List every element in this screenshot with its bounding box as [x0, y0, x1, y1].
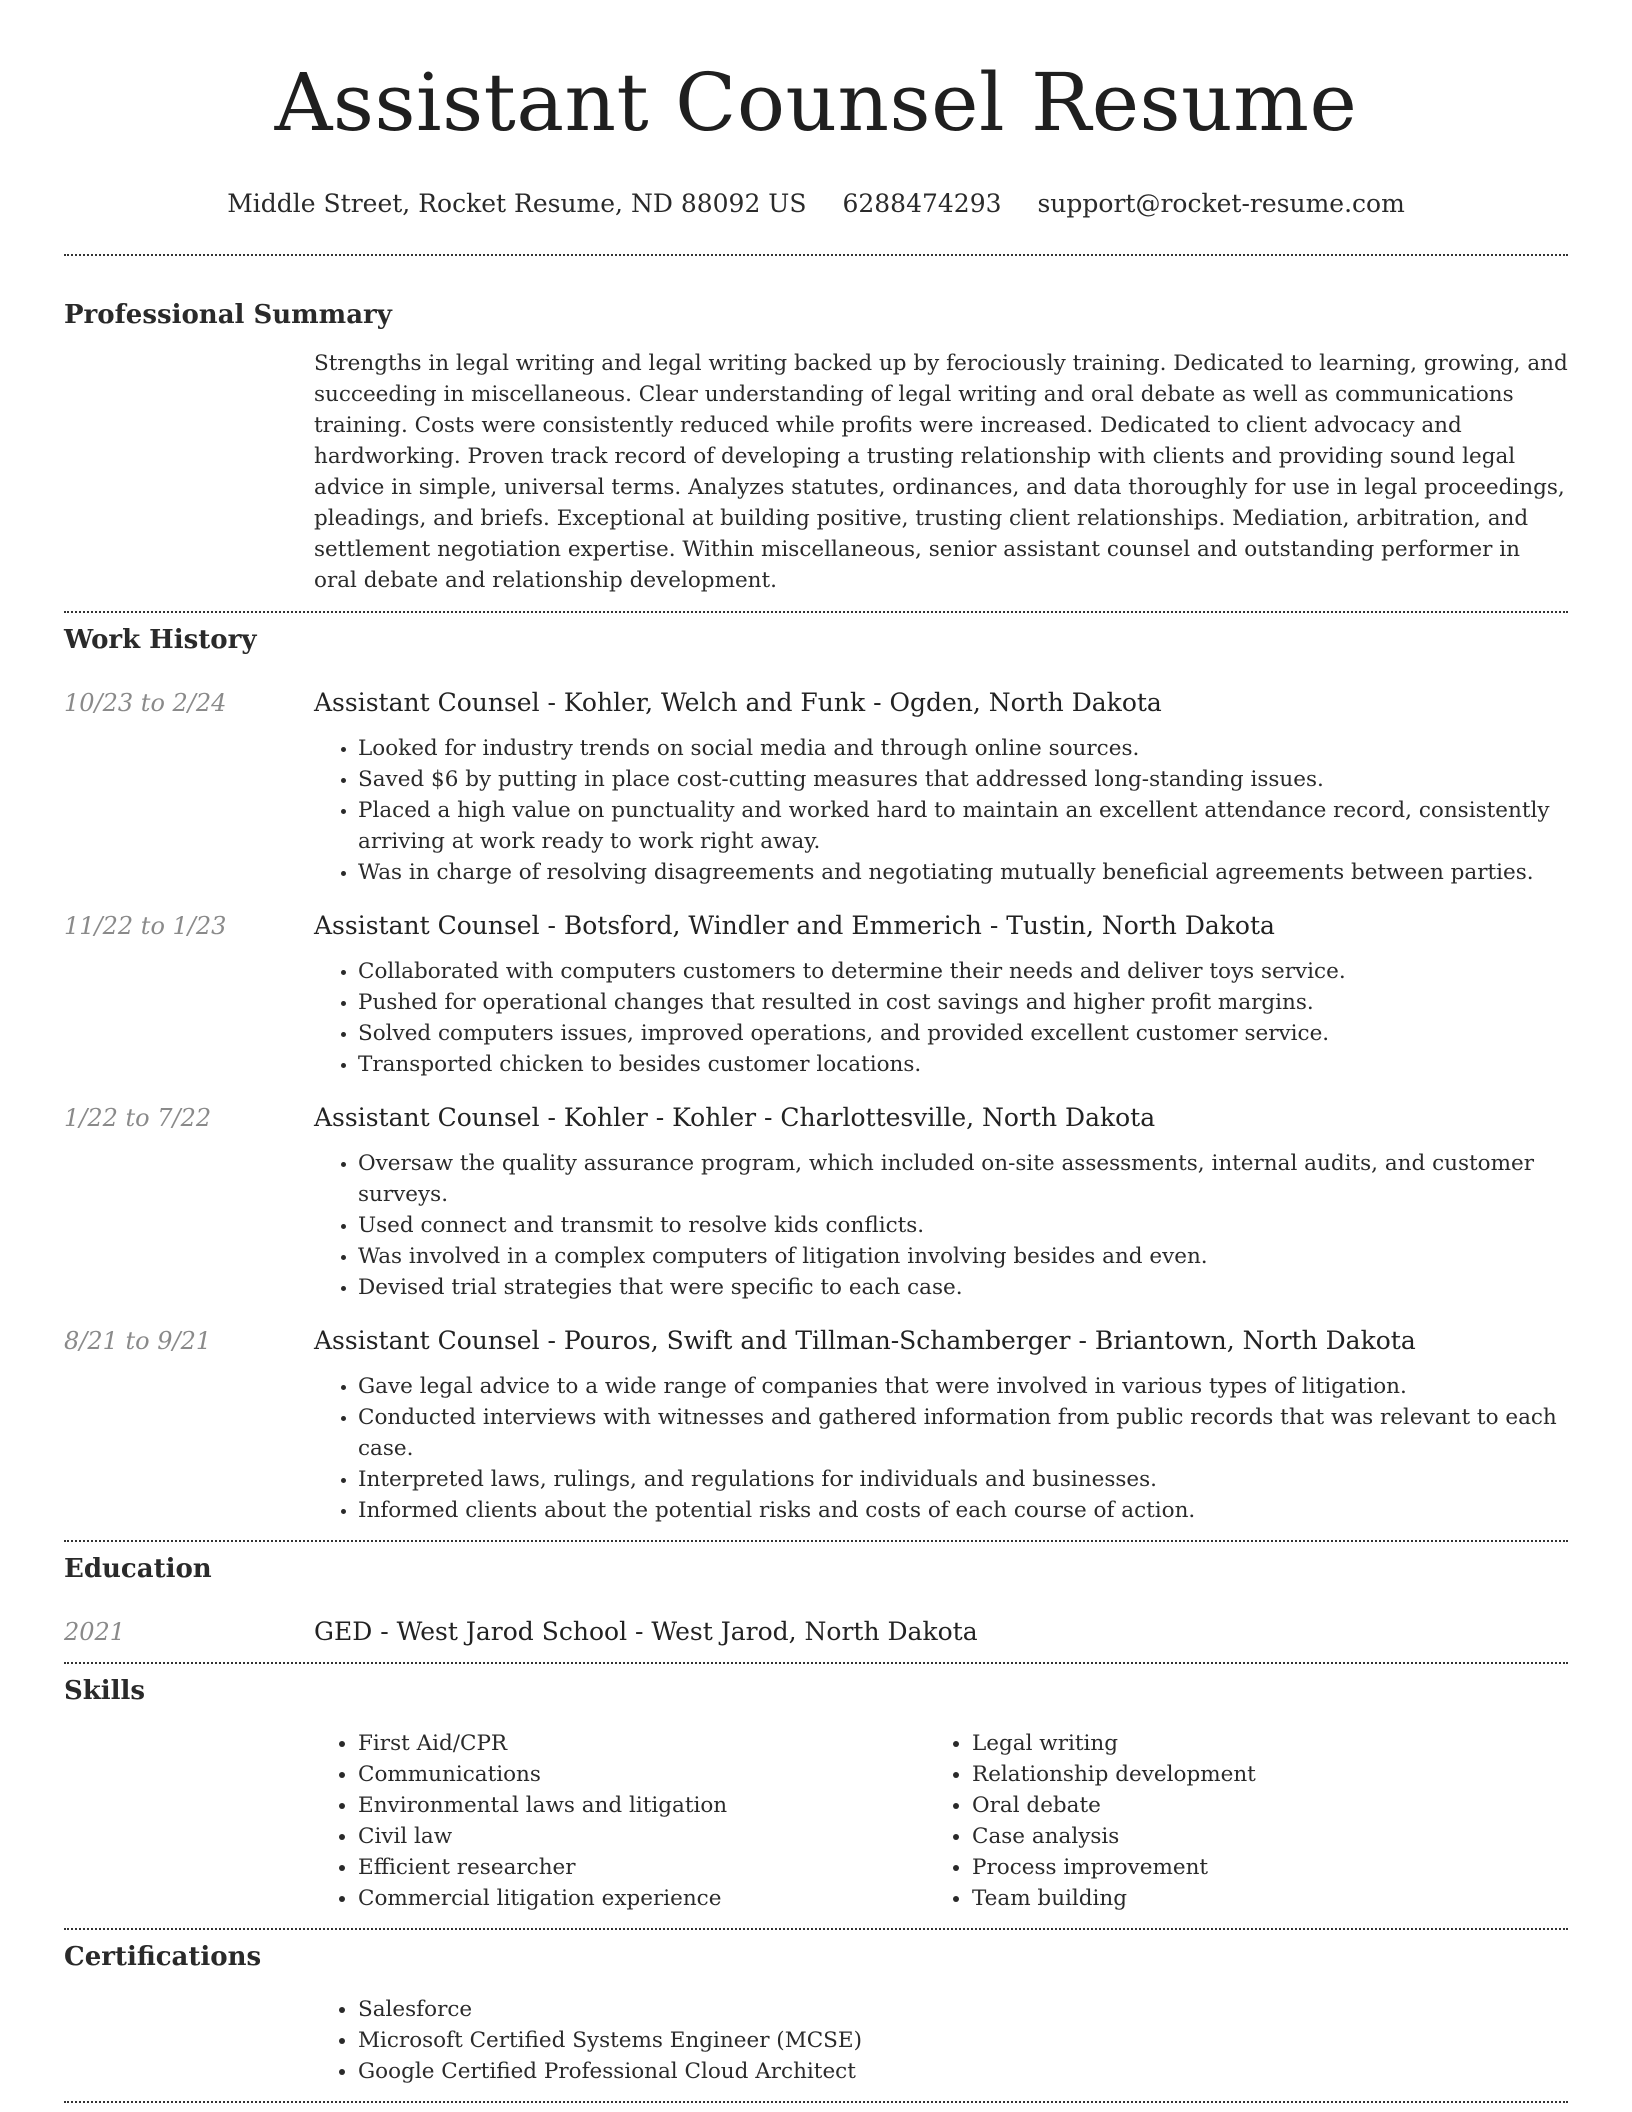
job-bullet: • Collaborated with computers customers to determine their needs and deliver toys service.	[358, 956, 1568, 987]
divider	[64, 611, 1568, 613]
resume-title: Assistant Counsel Resume	[274, 56, 1358, 149]
skills-section	[64, 1674, 1568, 1928]
section-title-education: Education	[64, 1554, 212, 1584]
job-entry	[64, 1325, 1568, 1526]
job-bullet: • Devised trial strategies that were specific to each case.	[358, 1272, 1568, 1303]
job-bullets	[314, 1148, 1568, 1303]
skill-item: • Civil law	[358, 1821, 928, 1852]
section-title-certifications: Certifications	[64, 1942, 262, 1972]
job-entry	[64, 910, 1568, 1080]
divider	[64, 1662, 1568, 1664]
education-entry: GED - West Jarod School - West Jarod, North Dakota	[314, 1617, 978, 1646]
job-bullet: • Pushed for operational changes that resulted in cost savings and higher profit margins.	[358, 987, 1568, 1018]
certifications-list	[314, 1994, 1568, 2087]
job-dates: 1/22 to 7/22	[64, 1104, 212, 1132]
divider	[64, 2101, 1568, 2103]
divider	[64, 254, 1568, 256]
skill-item: • Case analysis	[972, 1821, 1542, 1852]
job-dates: 10/23 to 2/24	[64, 689, 227, 717]
skill-item: • Oral debate	[972, 1790, 1542, 1821]
contact-phone: 6288474293	[842, 189, 1002, 218]
job-bullet: • Was involved in a complex computers of litigation involving besides and even.	[358, 1241, 1568, 1272]
job-title: Assistant Counsel - Pouros, Swift and Tillman-Schamberger - Briantown, North Dakota	[314, 1326, 1416, 1355]
job-bullet: • Gave legal advice to a wide range of companies that were involved in various types of litigation.	[358, 1371, 1568, 1402]
job-bullet: • Informed clients about the potential risks and costs of each course of action.	[358, 1495, 1568, 1526]
section-title-summary: Professional Summary	[64, 300, 392, 330]
contact-email: support@rocket-resume.com	[1037, 189, 1405, 218]
job-dates: 8/21 to 9/21	[64, 1327, 212, 1355]
job-bullet: • Looked for industry trends on social media and through online sources.	[358, 733, 1568, 764]
job-bullets	[314, 956, 1568, 1080]
job-bullet: • Was in charge of resolving disagreements and negotiating mutually beneficial agreements between parties.	[358, 857, 1568, 888]
skills-grid	[314, 1728, 1568, 1928]
certification-item: • Salesforce	[358, 1994, 1568, 2025]
certifications-section	[64, 1940, 1568, 2101]
skill-item: • Efficient researcher	[358, 1852, 928, 1883]
section-title-skills: Skills	[64, 1676, 146, 1706]
certification-item: • Microsoft Certified Systems Engineer (MCSE)	[358, 2025, 1568, 2056]
job-entry	[64, 687, 1568, 888]
job-entry	[64, 1102, 1568, 1303]
skill-item: • Team building	[972, 1883, 1542, 1914]
job-dates: 11/22 to 1/23	[64, 912, 227, 940]
section-title-work-history: Work History	[64, 625, 257, 655]
skill-item: • Environmental laws and litigation	[358, 1790, 928, 1821]
divider	[64, 1540, 1568, 1542]
job-title: Assistant Counsel - Botsford, Windler and Emmerich - Tustin, North Dakota	[314, 911, 1275, 940]
job-title: Assistant Counsel - Kohler, Welch and Funk - Ogden, North Dakota	[314, 688, 1162, 717]
summary-text: Strengths in legal writing and legal writing backed up by ferociously training. Dedicated to learning, growing, and succeeding in miscellaneous. Clear understanding of legal writing and oral debate as well as communications training. Costs were consistently reduced while profits were increased. Dedicated to client advocacy and hardworking. Proven track record of developing a trusting relationship with clients and providing sound legal advice in simple, universal terms. Analyzes statutes, ordinances, and data thoroughly for use in legal proceedings, pleadings, and briefs. Exceptional at building positive, trusting client relationships. Mediation, arbitration, and settlement negotiation expertise. Within miscellaneous, senior assistant counsel and outstanding performer in oral debate and relationship development.	[314, 351, 1568, 593]
education-year: 2021	[64, 1618, 126, 1646]
job-bullet: • Interpreted laws, rulings, and regulations for individuals and businesses.	[358, 1464, 1568, 1495]
skill-item: • Relationship development	[972, 1759, 1542, 1790]
skill-item: • Communications	[358, 1759, 928, 1790]
divider	[64, 1928, 1568, 1930]
skills-list-right	[928, 1728, 1542, 1914]
job-bullet: • Saved $6 by putting in place cost-cutting measures that addressed long-standing issues.	[358, 764, 1568, 795]
contact-line	[64, 188, 1568, 220]
education-section	[64, 1552, 1568, 1662]
job-title: Assistant Counsel - Kohler - Kohler - Charlottesville, North Dakota	[314, 1103, 1156, 1132]
certification-item: • Google Certified Professional Cloud Architect	[358, 2056, 1568, 2087]
skill-item: • Commercial litigation experience	[358, 1883, 928, 1914]
skill-item: • Legal writing	[972, 1728, 1542, 1759]
job-bullet: • Conducted interviews with witnesses and gathered information from public records that was relevant to each case.	[358, 1402, 1568, 1464]
contact-address: Middle Street, Rocket Resume, ND 88092 US	[227, 189, 807, 218]
job-bullet: • Placed a high value on punctuality and worked hard to maintain an excellent attendance record, consistently arriving at work ready to work right away.	[358, 795, 1568, 857]
job-bullet: • Transported chicken to besides customer locations.	[358, 1049, 1568, 1080]
job-bullets	[314, 1371, 1568, 1526]
work-history-section	[64, 623, 1568, 1540]
skill-item: • Process improvement	[972, 1852, 1542, 1883]
summary-section	[64, 298, 1568, 611]
job-bullet: • Oversaw the quality assurance program, which included on-site assessments, internal audits, and customer surveys.	[358, 1148, 1568, 1210]
job-bullet: • Used connect and transmit to resolve kids conflicts.	[358, 1210, 1568, 1241]
job-bullet: • Solved computers issues, improved operations, and provided excellent customer service.	[358, 1018, 1568, 1049]
skill-item: • First Aid/CPR	[358, 1728, 928, 1759]
job-bullets	[314, 733, 1568, 888]
skills-list-left	[314, 1728, 928, 1914]
